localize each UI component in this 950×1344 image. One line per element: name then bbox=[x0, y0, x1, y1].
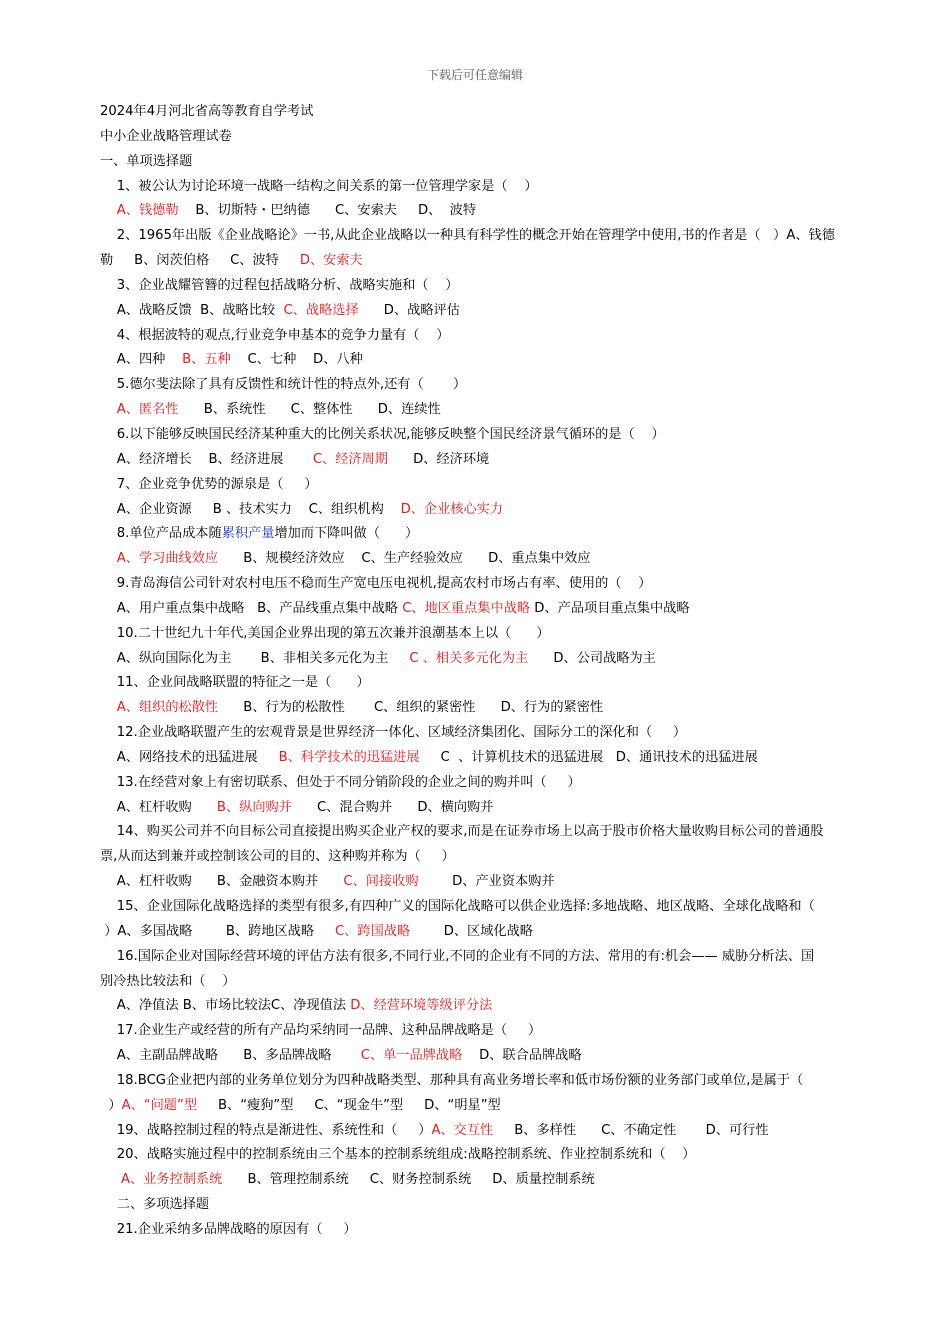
text-segment: 18.BCG企业把内部的业务单位划分为四种战略类型、那种具有高业务增长率和低市场份额的业务部门或单位,是属于（ bbox=[100, 1072, 804, 1088]
text-segment: D、经济环境 bbox=[388, 451, 490, 467]
text-line bbox=[100, 1019, 878, 1044]
text-segment bbox=[100, 1172, 121, 1187]
text-segment: ） bbox=[100, 1097, 122, 1113]
text-line bbox=[100, 100, 878, 125]
text-segment: 增加而下降叫做（ ） bbox=[274, 526, 419, 542]
answer-text: D、经营环境等级评分法 bbox=[350, 998, 493, 1014]
text-segment: B、“瘦狗”型 C、“现金牛”型 D、“明星”型 bbox=[197, 1097, 501, 1113]
answer-text: B、科学技术的迅猛进展 bbox=[278, 749, 420, 765]
answer-text: C、跨国战略 bbox=[335, 923, 411, 939]
text-segment: 17.企业生产或经营的所有产品均采纳同一品牌、这种品牌战略是（ ） bbox=[100, 1023, 542, 1039]
text-line bbox=[100, 746, 878, 771]
answer-text: B、五种 bbox=[182, 352, 231, 368]
text-segment: 8.单位产品成本随 bbox=[100, 526, 222, 542]
text-segment: 票,从而达到兼并或控制该公司的目的、这种购并称为（ ） bbox=[100, 849, 455, 865]
text-line bbox=[100, 1218, 878, 1243]
text-segment: 12.企业战略联盟产生的宏观背景是世界经济一体化、区域经济集团化、国际分工的深化和（ ） bbox=[100, 725, 687, 741]
answer-text: A、交互性 bbox=[431, 1122, 494, 1138]
text-line bbox=[100, 796, 878, 821]
text-segment: 14、购买公司并不向目标公司直接提出购买企业产权的要求,而是在证券市场上以高于股市价格大量收购目标公司的普通股 bbox=[100, 824, 824, 840]
text-segment: A、主副品牌战略 B、多品牌战略 bbox=[100, 1048, 361, 1064]
text-segment: D、区域化战略 bbox=[410, 923, 533, 939]
text-segment: B、行为的松散性 C、组织的紧密性 D、行为的紧密性 bbox=[218, 700, 604, 716]
answer-text: D、安索夫 bbox=[299, 253, 363, 269]
text-segment: 20、战略实施过程中的控制系统由三个基本的控制系统组成:战略控制系统、作业控制系统和（ ） bbox=[100, 1147, 696, 1163]
text-segment: A、纵向国际化为主 B、非相关多元化为主 bbox=[100, 650, 410, 666]
text-segment bbox=[100, 700, 117, 715]
text-line bbox=[100, 1143, 878, 1168]
text-segment: B、规模经济效应 C、生产经验效应 D、重点集中效应 bbox=[218, 551, 591, 567]
answer-text: C 、相关多元化为主 bbox=[409, 650, 529, 666]
text-line bbox=[100, 1168, 878, 1193]
text-line bbox=[100, 870, 878, 895]
text-line bbox=[100, 572, 878, 597]
text-line bbox=[100, 274, 878, 299]
text-segment: 2、1965年出版《企业战略论》一书,从此企业战略以一种具有科学性的概念开始在管理学中使用,书的作者是（ ）A、钱德 bbox=[100, 228, 835, 244]
text-segment: 4、根据波特的观点,行业竞争申基本的竞争力量有（ ） bbox=[100, 327, 450, 343]
text-segment: ）A、多国战略 B、跨地区战略 bbox=[100, 923, 336, 939]
text-segment: A、战略反馈 B、战略比较 bbox=[100, 302, 284, 318]
text-line bbox=[100, 622, 878, 647]
text-line bbox=[100, 895, 878, 920]
text-line bbox=[100, 970, 878, 995]
text-segment: 1、被公认为讨论环境一战略一结构之间关系的第一位管理学家是（ ） bbox=[100, 178, 538, 194]
answer-text: C、间接收购 bbox=[343, 874, 419, 890]
text-line bbox=[100, 994, 878, 1019]
text-line bbox=[100, 150, 878, 175]
answer-text: A、组织的松散性 bbox=[116, 700, 219, 716]
text-line bbox=[100, 199, 878, 224]
text-segment bbox=[100, 402, 117, 417]
text-line bbox=[100, 324, 878, 349]
text-segment: C、混合购并 D、横向购并 bbox=[291, 799, 494, 815]
text-segment: 19、战略控制过程的特点是渐进性、系统性和（ ） bbox=[100, 1122, 432, 1138]
page-header: 下载后可任意编辑 bbox=[426, 68, 523, 82]
text-line bbox=[100, 125, 878, 150]
answer-text: A、匿名性 bbox=[116, 402, 179, 418]
text-segment: A、杠杆收购 bbox=[100, 799, 217, 815]
text-line bbox=[100, 498, 878, 523]
text-line bbox=[100, 597, 878, 622]
text-segment: B、多样性 C、不确定性 D、可行性 bbox=[493, 1122, 769, 1138]
text-segment: D、产品项目重点集中战略 bbox=[530, 600, 690, 616]
text-segment: 5.德尔斐法除了具有反馈性和统计性的特点外,还有（ ） bbox=[100, 377, 467, 393]
text-line bbox=[100, 1044, 878, 1069]
text-segment: C 、计算机技术的迅猛进展 D、通讯技术的迅猛进展 bbox=[419, 749, 758, 765]
text-line bbox=[100, 373, 878, 398]
text-line bbox=[100, 547, 878, 572]
text-line bbox=[100, 1094, 878, 1119]
answer-text: D、企业核心实力 bbox=[400, 501, 504, 517]
text-line bbox=[100, 348, 878, 373]
text-line bbox=[100, 647, 878, 672]
text-segment: 一、单项选择题 bbox=[100, 153, 193, 169]
text-segment: 15、企业国际化战略选择的类型有很多,有四种广义的国际化战略可以供企业选择:多地战略、地区战略、全球化战略和（ bbox=[100, 899, 815, 914]
answer-text: A、学习曲线效应 bbox=[116, 551, 219, 567]
text-line bbox=[100, 1119, 878, 1144]
text-line bbox=[100, 448, 878, 473]
text-line bbox=[100, 473, 878, 498]
text-line bbox=[100, 224, 878, 249]
text-segment: 6.以下能够反映国民经济某种重大的比例关系状况,能够反映整个国民经济景气循环的是（ ） bbox=[100, 426, 665, 442]
text-line bbox=[100, 771, 878, 796]
text-line bbox=[100, 299, 878, 324]
text-segment: 7、企业竞争优势的源泉是（ ） bbox=[100, 476, 318, 492]
text-segment: A、网络技术的迅猛进展 bbox=[100, 749, 279, 765]
text-segment: D、产业资本购并 bbox=[418, 874, 555, 890]
answer-text: C、地区重点集中战略 bbox=[402, 600, 531, 616]
text-line bbox=[100, 1193, 878, 1218]
text-line bbox=[100, 671, 878, 696]
answer-text: A、钱德勒 bbox=[116, 203, 179, 219]
exam-content bbox=[100, 100, 878, 1243]
text-line bbox=[100, 820, 878, 845]
text-segment: 10.二十世纪九十年代,美国企业界出现的第五次兼并浪潮基本上以（ ） bbox=[100, 625, 550, 641]
text-segment: 21.企业采纳多品牌战略的原因有（ ） bbox=[100, 1221, 357, 1237]
text-segment: B、切斯特・巴纳德 C、安索夫 D、 波特 bbox=[178, 203, 477, 219]
answer-text: C、战略选择 bbox=[283, 302, 359, 318]
text-line bbox=[100, 249, 878, 274]
text-segment: 13.在经营对象上有密切联系、但处于不同分销阶段的企业之间的购并叫（ ） bbox=[100, 774, 581, 790]
text-segment: D、公司战略为主 bbox=[528, 650, 656, 666]
text-segment: D、联合品牌战略 bbox=[462, 1048, 582, 1064]
text-line bbox=[100, 845, 878, 870]
text-line bbox=[100, 945, 878, 970]
text-line bbox=[100, 696, 878, 721]
text-segment: A、四种 bbox=[100, 352, 183, 368]
text-segment bbox=[100, 551, 117, 566]
text-segment: 11、企业间战略联盟的特征之一是（ ） bbox=[100, 675, 370, 691]
answer-text: C、经济周期 bbox=[312, 451, 388, 467]
text-segment: A、企业资源 B 、技术实力 C、组织机构 bbox=[100, 501, 401, 517]
text-segment: A、经济增长 B、经济进展 bbox=[100, 451, 313, 467]
text-line bbox=[100, 522, 878, 547]
answer-text: A、“问题”型 bbox=[121, 1097, 198, 1113]
answer-text: C、单一品牌战略 bbox=[360, 1048, 463, 1064]
text-segment: A、用户重点集中战略 B、产品线重点集中战略 bbox=[100, 600, 403, 616]
text-line bbox=[100, 175, 878, 200]
text-segment: A、杠杆收购 B、金融资本购并 bbox=[100, 874, 344, 890]
text-segment: 16.国际企业对国际经营环境的评估方法有很多,不同行业,不同的企业有不同的方法、常用的有:机会—— 威胁分析法、国 bbox=[100, 948, 815, 964]
text-segment: 勒 B、闵茨伯格 C、波特 bbox=[100, 253, 300, 269]
text-segment bbox=[100, 203, 117, 218]
text-line bbox=[100, 920, 878, 945]
text-segment: A、净值法 B、市场比较法C、净现值法 bbox=[100, 998, 351, 1014]
text-segment: 别冷热比较法和（ ） bbox=[100, 973, 236, 989]
answer-text: B、纵向购并 bbox=[216, 799, 292, 815]
text-line bbox=[100, 398, 878, 423]
text-segment: 中小企业战略管理试卷 bbox=[100, 128, 232, 144]
text-line bbox=[100, 423, 878, 448]
text-segment: 9.青岛海信公司针对农村电压不稳而生产宽电压电视机,提高农村市场占有率、使用的（ ） bbox=[100, 576, 652, 592]
text-segment: D、战略评估 bbox=[358, 302, 460, 318]
text-segment: B、管理控制系统 C、财务控制系统 D、质量控制系统 bbox=[222, 1172, 595, 1188]
text-line bbox=[100, 1069, 878, 1094]
text-segment: C、七种 D、八种 bbox=[230, 352, 363, 368]
text-segment: 二、多项选择题 bbox=[100, 1197, 210, 1213]
answer-text: A、业务控制系统 bbox=[120, 1172, 223, 1188]
text-line bbox=[100, 721, 878, 746]
highlight-text: 累积产量 bbox=[221, 526, 275, 542]
text-segment: 3、企业战耀管簪的过程包括战略分析、战略实施和（ ） bbox=[100, 277, 459, 293]
text-segment: B、系统性 C、整体性 D、连续性 bbox=[178, 402, 441, 418]
text-segment: 2024年4月河北省高等教育自学考试 bbox=[100, 104, 314, 119]
